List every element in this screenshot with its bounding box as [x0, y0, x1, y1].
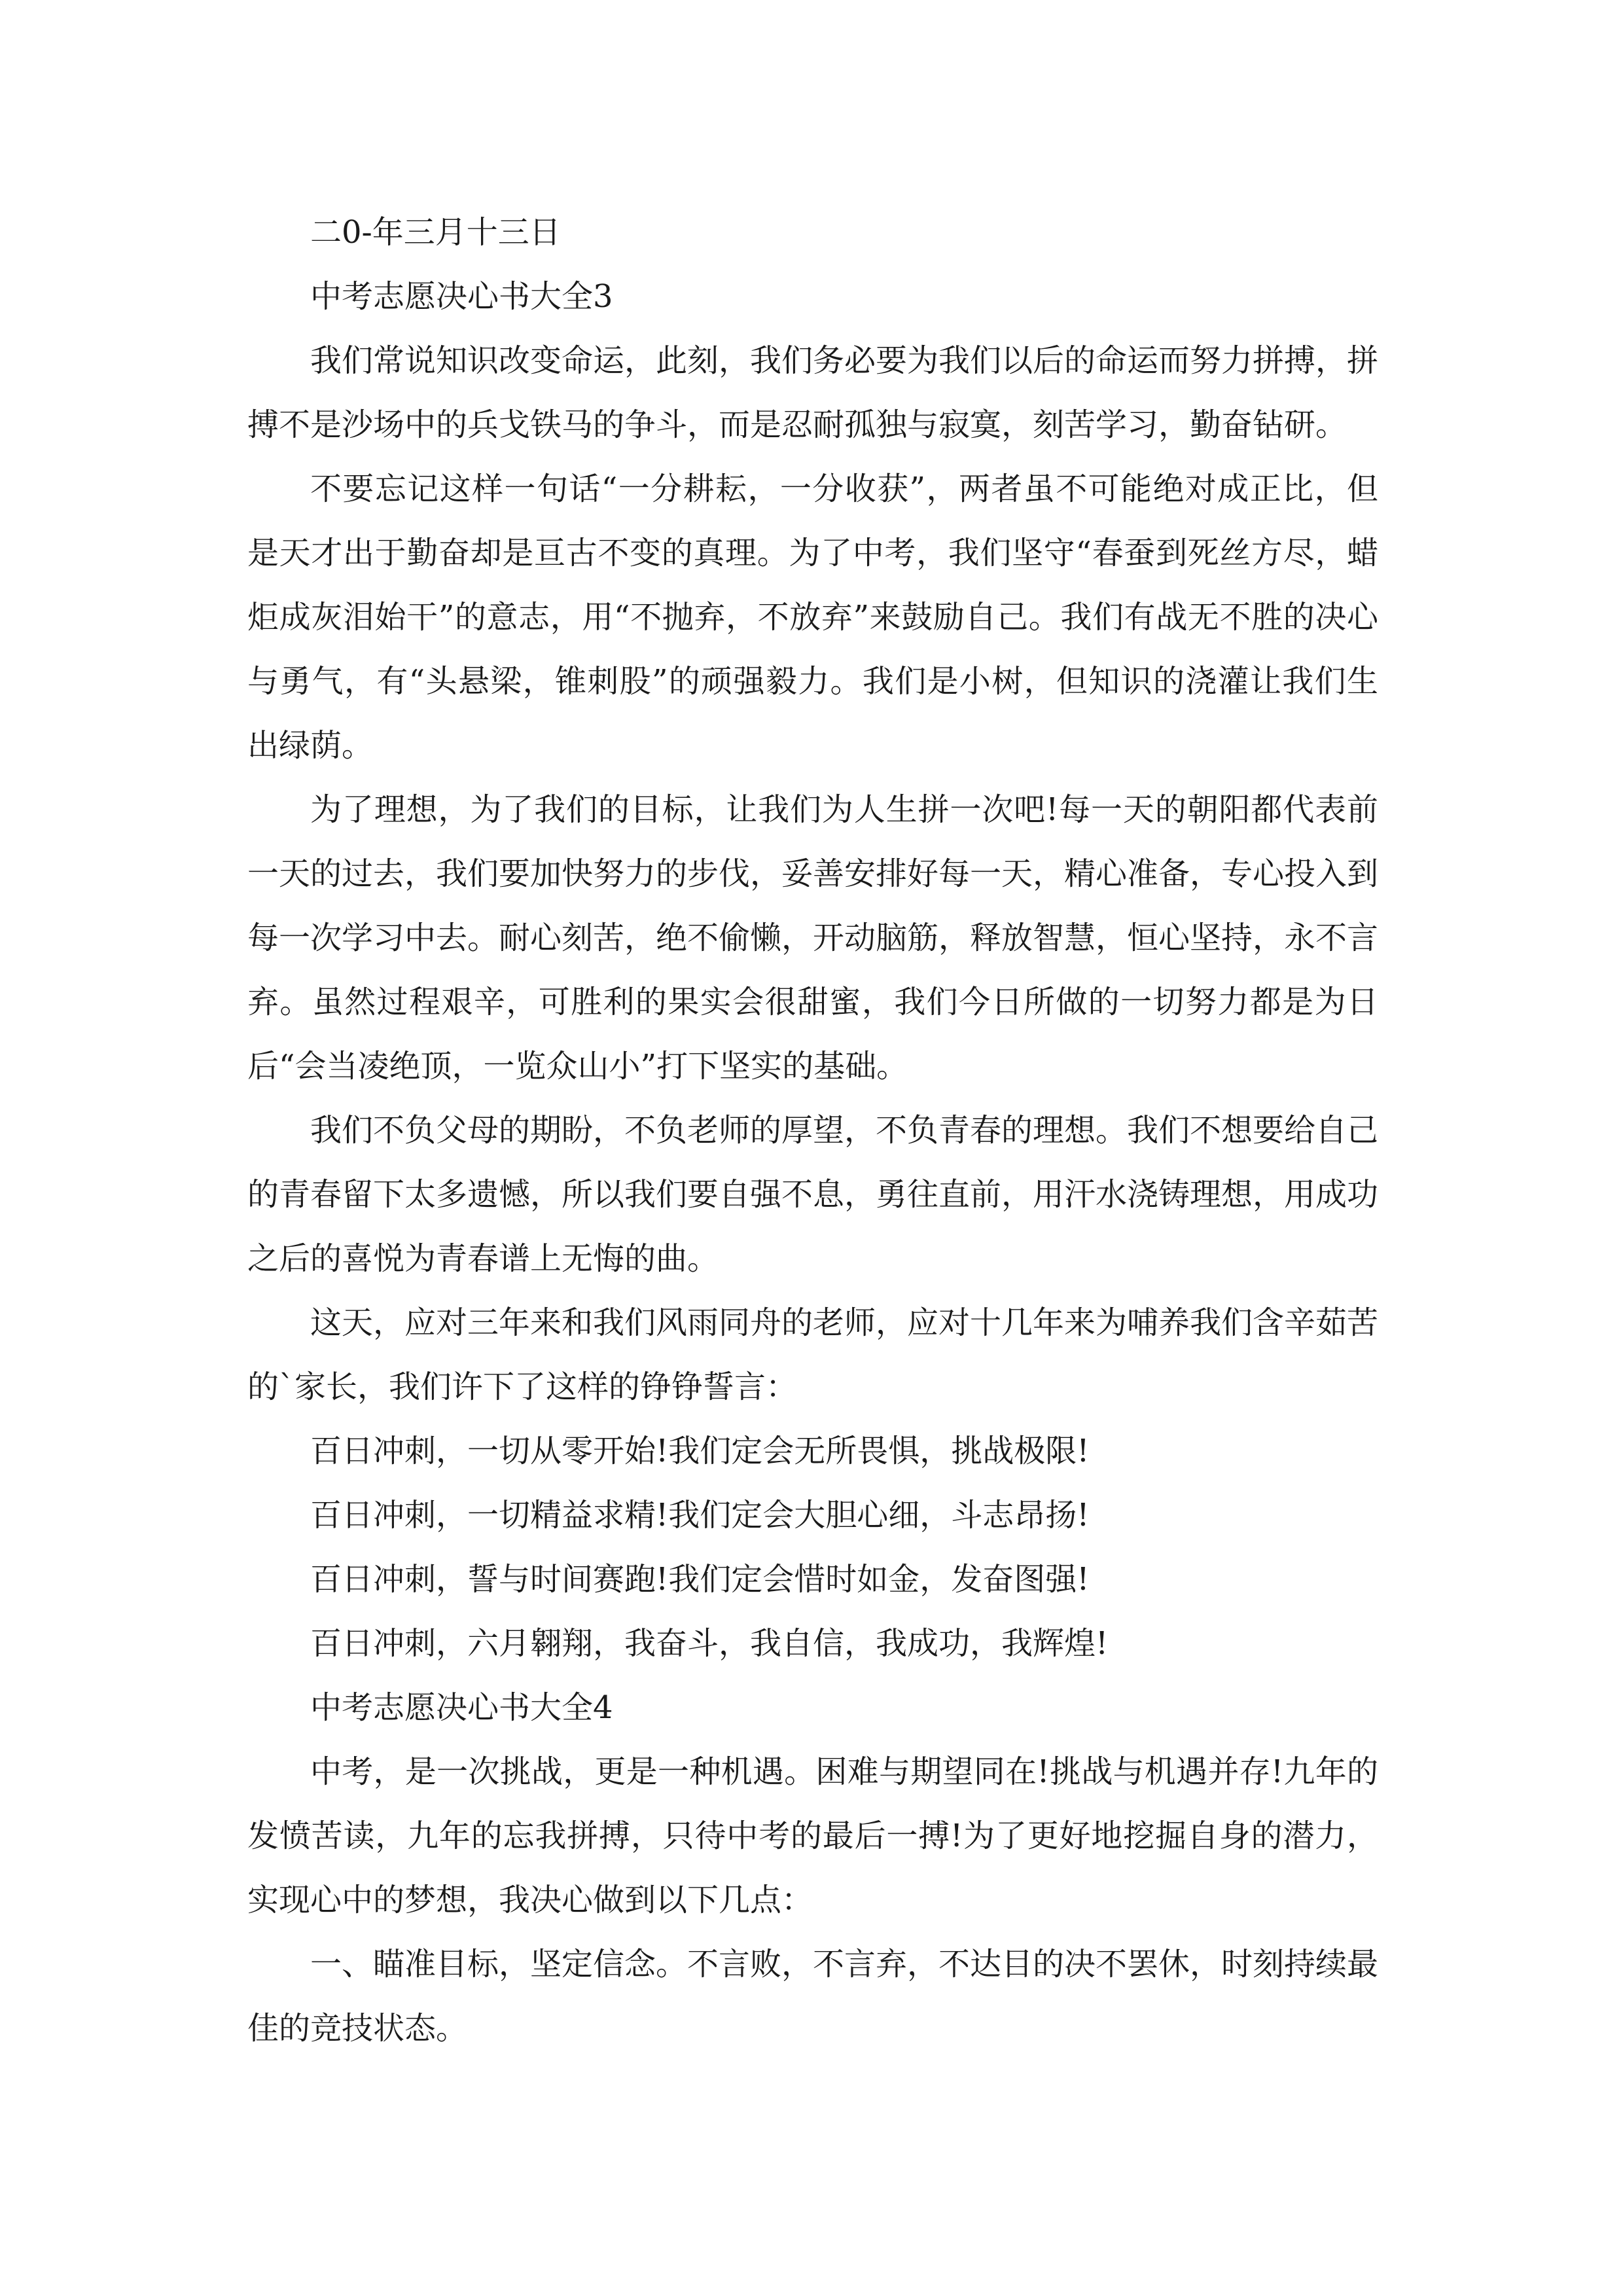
- date-line: 二0-年三月十三日: [310, 214, 561, 251]
- section-heading: 中考志愿决心书大全3: [310, 278, 613, 315]
- body-paragraph: 中考，是一次挑战，更是一种机遇。困难与期望同在!挑战与机遇并存!九年的发愤苦读，九年的忘我拼搏，只待中考的最后一搏!为了更好地挖掘自身的潜力，实现心中的梦想，我决心做到以下几点：: [247, 1753, 1378, 1918]
- body-paragraph: 为了理想，为了我们的目标，让我们为人生拼一次吧!每一天的朝阳都代表前一天的过去，我们要加快努力的步伐，妥善安排好每一天，精心准备，专心投入到每一次学习中去。耐心刻苦，绝不偷懒，开动脑筋，释放智慧，恒心坚持，永不言弃。虽然过程艰辛，可胜利的果实会很甜蜜，我们今日所做的一切努力都是为日后“会当凌绝顶，一览众山小”打下坚实的基础。: [247, 791, 1379, 1085]
- body-paragraph: 不要忘记这样一句话“一分耕耘，一分收获”，两者虽不可能绝对成正比，但是天才出于勤奋却是亘古不变的真理。为了中考，我们坚守“春蚕到死丝方尽，蜡炬成灰泪始干”的意志，用“不抛弃，不放弃”来鼓励自己。我们有战无不胜的决心与勇气，有“头悬梁，锥刺股”的顽强毅力。我们是小树，但知识的浇灌让我们生出绿荫。: [247, 471, 1378, 764]
- body-paragraph: 我们不负父母的期盼，不负老师的厚望，不负青春的理想。我们不想要给自己的青春留下太多遗憾，所以我们要自强不息，勇往直前，用汗水浇铸理想，用成功之后的喜悦为青春谱上无悔的曲。: [247, 1112, 1379, 1277]
- document-body: [247, 200, 1378, 2060]
- vow-line: 百日冲刺，誓与时间赛跑!我们定会惜时如金，发奋图强!: [310, 1561, 1090, 1598]
- body-paragraph: 这天，应对三年来和我们风雨同舟的老师，应对十几年来为哺养我们含辛茹苦的`家长，我们许下了这样的铮铮誓言：: [247, 1304, 1379, 1405]
- body-paragraph: 我们常说知识改变命运，此刻，我们务必要为我们以后的命运而努力拼搏，拼搏不是沙场中的兵戈铁马的争斗，而是忍耐孤独与寂寞，刻苦学习，勤奋钻研。: [247, 342, 1379, 443]
- section-heading: 中考志愿决心书大全4: [310, 1689, 613, 1726]
- vow-line: 百日冲刺，六月翱翔，我奋斗，我自信，我成功，我辉煌!: [310, 1625, 1109, 1662]
- body-paragraph: 一、瞄准目标，坚定信念。不言败，不言弃，不达目的决不罢休，时刻持续最佳的竞技状态。: [247, 1946, 1379, 2047]
- vow-line: 百日冲刺，一切从零开始!我们定会无所畏惧，挑战极限!: [310, 1433, 1090, 1469]
- vow-line: 百日冲刺，一切精益求精!我们定会大胆心细，斗志昂扬!: [310, 1497, 1090, 1534]
